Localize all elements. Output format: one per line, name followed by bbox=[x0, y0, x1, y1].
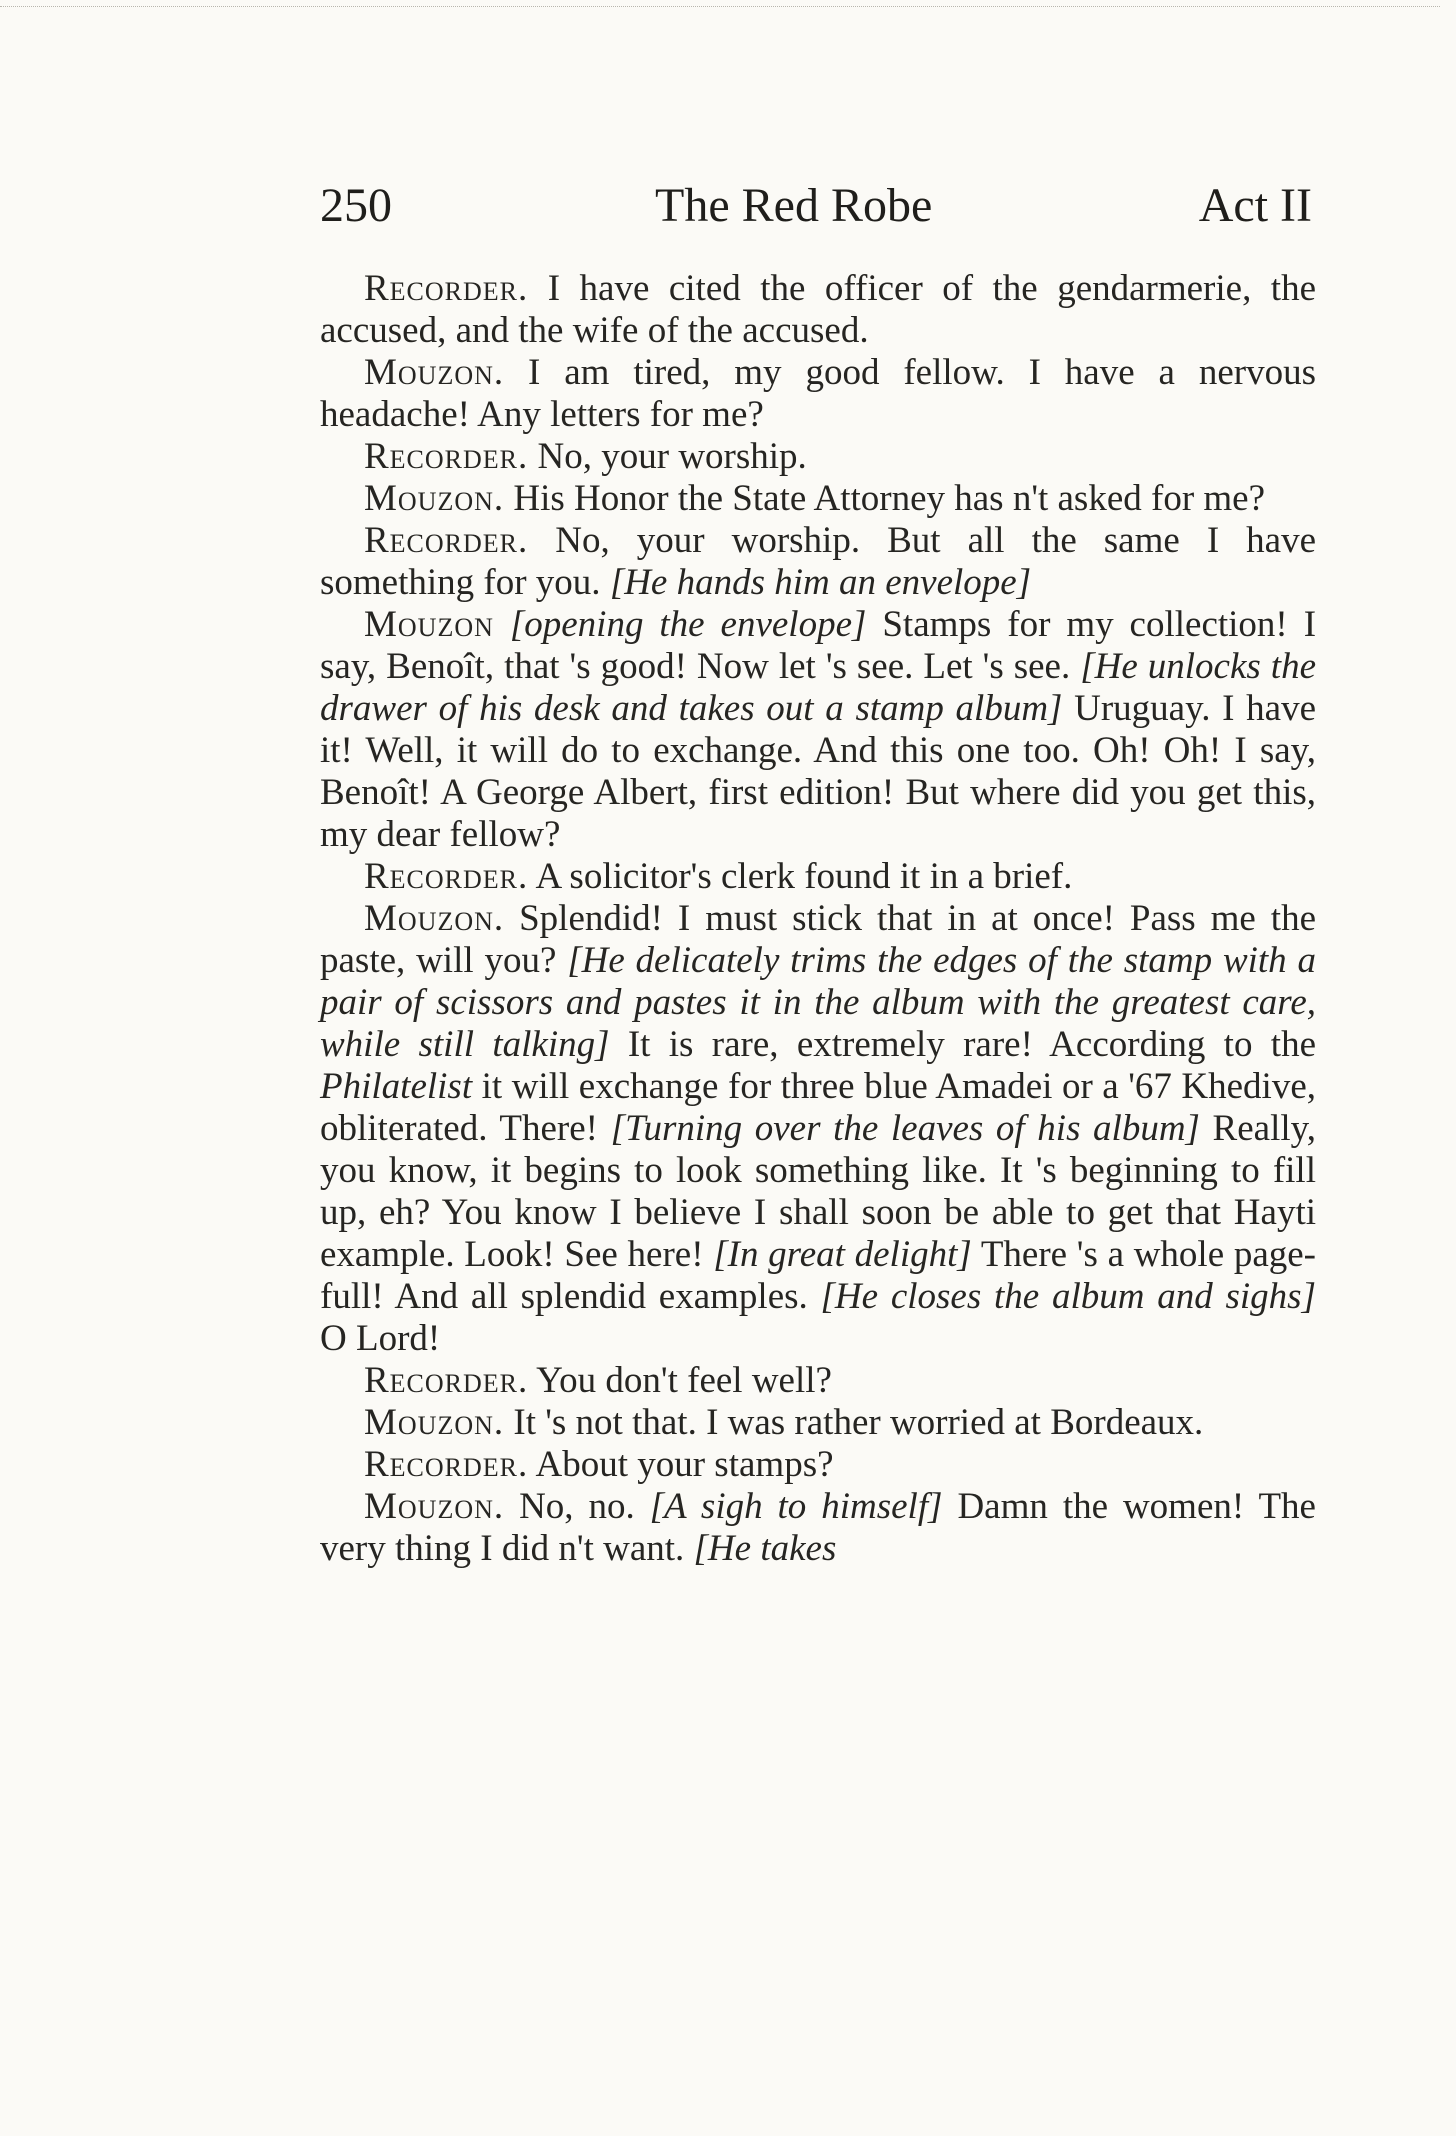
stage-direction: [Turning over the leaves of his album] bbox=[610, 1108, 1200, 1149]
speech-paragraph bbox=[320, 856, 1316, 898]
speech-paragraph bbox=[320, 604, 1316, 856]
speech-paragraph bbox=[320, 898, 1316, 1360]
stage-direction: [In great delight] bbox=[713, 1234, 972, 1275]
dialogue-text: You don't feel well? bbox=[528, 1360, 832, 1401]
dialogue-text: There 's a whole page-full! And all splendid examples. bbox=[320, 1234, 1316, 1317]
speaker-name: Recorder. bbox=[364, 1360, 529, 1401]
stage-direction: [He unlocks the drawer of his desk and takes out a stamp album] bbox=[320, 646, 1316, 729]
dialogue-text: I have cited the officer of the gendarmerie, the accused, and the wife of the accused. bbox=[320, 268, 1316, 351]
dialogue-text: Splendid! I must stick that in at once! Pass me the paste, will you? bbox=[320, 898, 1316, 981]
speaker-name: Mouzon. bbox=[364, 478, 505, 519]
dialogue-text: Really, you know, it begins to look something like. It 's beginning to fill up, eh? You know I believe I shall soon be able to get that Hayti example. Look! See here! bbox=[320, 1108, 1316, 1275]
running-header bbox=[320, 178, 1320, 248]
dialogue-text: Uruguay. I have it! Well, it will do to exchange. And this one too. Oh! Oh! I say, Benoît! A George Albert, first edition! But where did you get this, my dear fellow? bbox=[320, 688, 1316, 855]
dialogue-text: No, your worship. But all the same I have something for you. bbox=[320, 520, 1316, 603]
stage-direction: [He closes the album and sighs] bbox=[820, 1276, 1316, 1317]
dialogue-text bbox=[494, 604, 510, 645]
dialogue-text: A solicitor's clerk found it in a brief. bbox=[528, 856, 1073, 897]
speech-paragraph bbox=[320, 1360, 1316, 1402]
speaker-name: Recorder. bbox=[364, 268, 529, 309]
dialogue-text: No, your worship. bbox=[528, 436, 807, 477]
dialogue-text: O Lord! bbox=[320, 1318, 441, 1359]
speech-paragraph bbox=[320, 436, 1316, 478]
speaker-name: Recorder. bbox=[364, 436, 529, 477]
speech-paragraph bbox=[320, 268, 1316, 352]
dialogue-text: It 's not that. I was rather worried at Bordeaux. bbox=[504, 1402, 1204, 1443]
speaker-name: Mouzon. bbox=[364, 352, 505, 393]
dialogue-text: I am tired, my good fellow. I have a nervous headache! Any letters for me? bbox=[320, 352, 1316, 435]
dialogue-text: No, no. bbox=[504, 1486, 650, 1527]
stage-direction: Philatelist bbox=[320, 1066, 473, 1107]
stage-direction: [A sigh to himself] bbox=[649, 1486, 943, 1527]
dialogue-text: About your stamps? bbox=[528, 1444, 834, 1485]
dialogue-text: it will exchange for three blue Amadei or a '67 Khedive, obliterated. There! bbox=[320, 1066, 1316, 1149]
speaker-name: Recorder. bbox=[364, 856, 529, 897]
play-dialogue bbox=[320, 268, 1316, 1570]
speaker-name: Mouzon. bbox=[364, 1402, 505, 1443]
speech-paragraph bbox=[320, 352, 1316, 436]
act-label: Act II bbox=[1198, 179, 1312, 232]
stage-direction: [He takes bbox=[693, 1528, 837, 1569]
speech-paragraph bbox=[320, 520, 1316, 604]
running-title: The Red Robe bbox=[655, 179, 933, 232]
dialogue-text: His Honor the State Attorney has n't asked for me? bbox=[504, 478, 1266, 519]
dialogue-text: It is rare, extremely rare! According to the bbox=[609, 1024, 1316, 1065]
speech-paragraph bbox=[320, 1402, 1316, 1444]
page-number: 250 bbox=[320, 179, 392, 232]
speaker-name: Mouzon. bbox=[364, 1486, 505, 1527]
dialogue-text: Stamps for my collection! I say, Benoît, that 's good! Now let 's see. Let 's see. bbox=[320, 604, 1317, 687]
dialogue-text: Damn the women! The very thing I did n't want. bbox=[320, 1486, 1316, 1569]
speech-paragraph bbox=[320, 1444, 1316, 1486]
speaker-name: Recorder. bbox=[364, 1444, 529, 1485]
stage-direction: [opening the envelope] bbox=[509, 604, 867, 645]
stage-direction: [He hands him an envelope] bbox=[609, 562, 1032, 603]
speech-paragraph bbox=[320, 478, 1316, 520]
stage-direction: [He delicately trims the edges of the stamp with a pair of scissors and pastes it in the album with the greatest care, while still talking] bbox=[320, 940, 1316, 1065]
speech-paragraph bbox=[320, 1486, 1316, 1570]
speaker-name: Mouzon. bbox=[364, 898, 505, 939]
speaker-name: Recorder. bbox=[364, 520, 529, 561]
scan-edge-line bbox=[0, 6, 1440, 7]
speaker-name: Mouzon bbox=[364, 604, 494, 645]
